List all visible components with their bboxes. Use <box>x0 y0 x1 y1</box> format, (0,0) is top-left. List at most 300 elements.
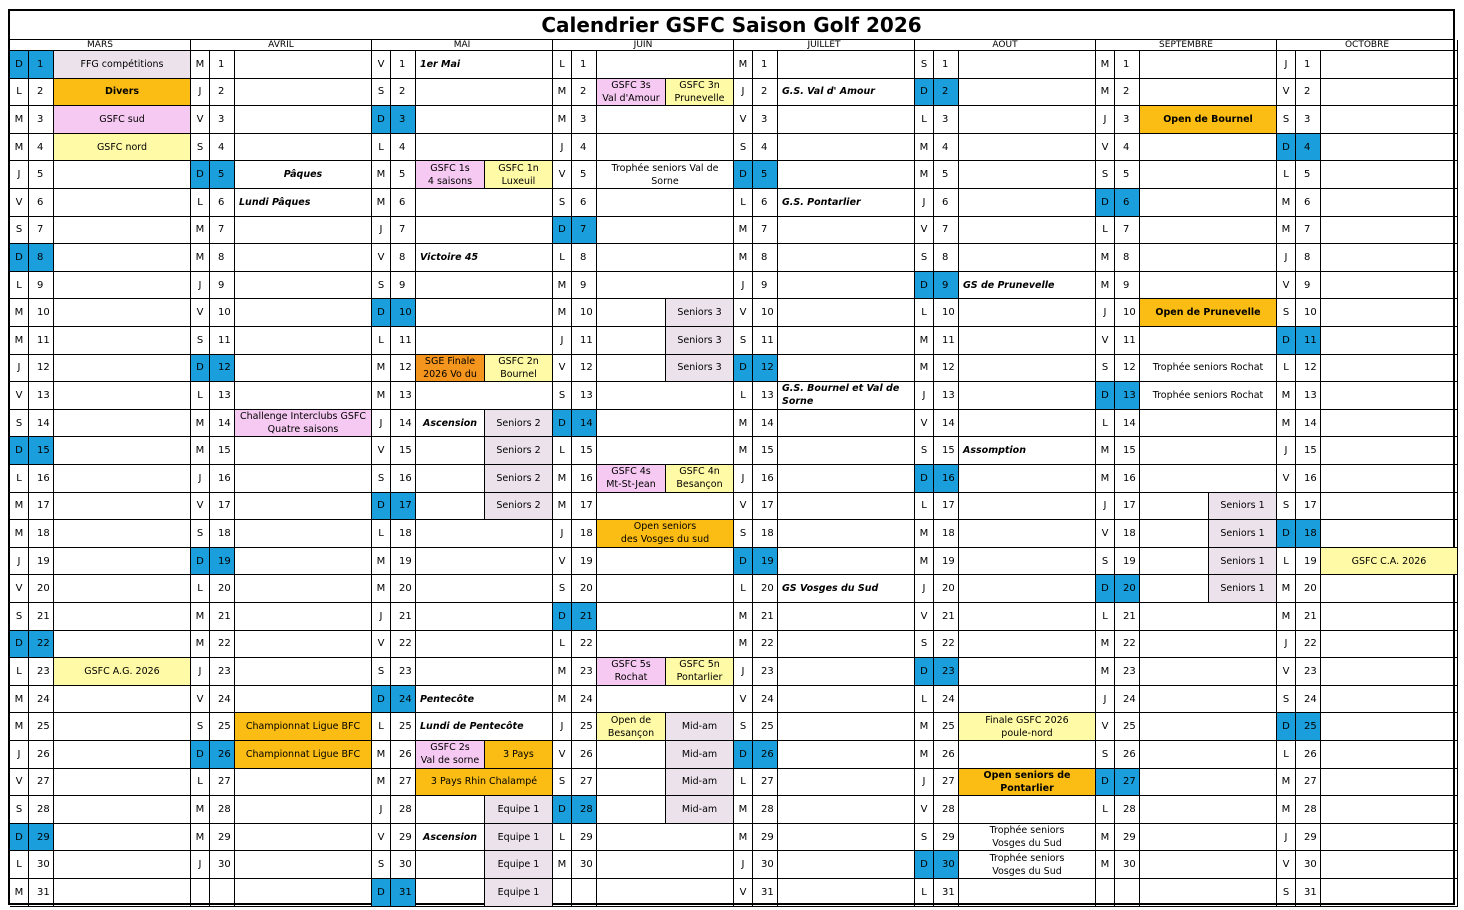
event-cell: Lundi de Pentecôte <box>416 713 553 741</box>
empty-event-cell <box>54 493 191 521</box>
weekday-cell: S <box>10 603 29 631</box>
weekday-cell: M <box>915 327 934 355</box>
weekday-cell: M <box>10 493 29 521</box>
event-cell: Finale GSFC 2026 poule-nord <box>959 713 1096 741</box>
weekday-cell: S <box>1277 879 1296 907</box>
weekday-cell: D <box>1277 327 1296 355</box>
empty-event-cell <box>235 548 372 576</box>
month-header: JUILLET <box>734 40 915 51</box>
empty-event-cell <box>1140 465 1277 493</box>
weekday-cell: S <box>1096 741 1115 769</box>
day-number-cell: 12 <box>210 355 235 383</box>
weekday-cell: D <box>915 79 934 107</box>
day-number-cell: 25 <box>1296 713 1321 741</box>
weekday-cell: M <box>191 244 210 272</box>
empty-event-cell <box>959 161 1096 189</box>
empty-event-cell <box>1140 741 1277 769</box>
day-number-cell: 18 <box>753 520 778 548</box>
day-number-cell: 19 <box>1115 548 1140 576</box>
empty-event-cell <box>778 741 915 769</box>
event-cell: Pâques <box>235 161 372 189</box>
day-number-cell: 1 <box>572 51 597 79</box>
weekday-cell: M <box>734 824 753 852</box>
empty-event-cell <box>1140 575 1209 603</box>
day-number-cell: 1 <box>391 51 416 79</box>
weekday-cell: S <box>915 244 934 272</box>
weekday-cell: M <box>734 217 753 245</box>
day-number-cell: 8 <box>934 244 959 272</box>
day-number-cell: 10 <box>934 299 959 327</box>
empty-event-cell <box>1140 631 1277 659</box>
day-number-cell: 19 <box>29 548 54 576</box>
empty-event-cell <box>235 272 372 300</box>
empty-event-cell <box>959 410 1096 438</box>
weekday-cell: V <box>1277 272 1296 300</box>
event-cell: Lundi Pâques <box>235 189 372 217</box>
day-number-cell: 12 <box>391 355 416 383</box>
empty-event-cell <box>54 741 191 769</box>
day-number-cell: 5 <box>1296 161 1321 189</box>
day-number-cell: 27 <box>753 769 778 797</box>
weekday-cell: D <box>10 51 29 79</box>
weekday-cell: J <box>372 796 391 824</box>
day-number-cell: 27 <box>572 769 597 797</box>
day-number-cell: 6 <box>1115 189 1140 217</box>
day-number-cell: 7 <box>1296 217 1321 245</box>
weekday-cell: M <box>372 355 391 383</box>
day-number-cell: 9 <box>29 272 54 300</box>
empty-event-cell <box>959 299 1096 327</box>
day-number-cell: 13 <box>1115 382 1140 410</box>
empty-event-cell <box>1140 493 1209 521</box>
weekday-cell: M <box>915 520 934 548</box>
day-number-cell: 24 <box>29 686 54 714</box>
day-number-cell: 28 <box>1296 796 1321 824</box>
weekday-cell: S <box>734 713 753 741</box>
empty-event-cell <box>54 355 191 383</box>
empty-event-cell <box>416 465 485 493</box>
day-number-cell: 17 <box>1115 493 1140 521</box>
event-cell: G.S. Bournel et Val de Sorne <box>778 382 915 410</box>
day-number-cell: 27 <box>1115 769 1140 797</box>
weekday-cell: V <box>1277 465 1296 493</box>
day-number-cell: 25 <box>1115 713 1140 741</box>
weekday-cell: M <box>1277 769 1296 797</box>
empty-event-cell <box>597 327 666 355</box>
empty-event-cell <box>235 520 372 548</box>
event-cell: GSFC 3n Prunevelle <box>666 79 734 107</box>
empty-event-cell <box>1321 824 1458 852</box>
empty-event-cell <box>597 741 666 769</box>
empty-event-cell <box>54 382 191 410</box>
weekday-cell: L <box>191 575 210 603</box>
weekday-cell: V <box>191 106 210 134</box>
day-number-cell: 7 <box>934 217 959 245</box>
empty-event-cell <box>1140 217 1277 245</box>
empty-event-cell <box>235 631 372 659</box>
weekday-cell: M <box>1096 51 1115 79</box>
month-header: MARS <box>10 40 191 51</box>
empty-event-cell <box>1140 244 1277 272</box>
weekday-cell: M <box>1277 410 1296 438</box>
day-number-cell: 17 <box>210 493 235 521</box>
weekday-cell: J <box>1277 244 1296 272</box>
weekday-cell: M <box>1096 437 1115 465</box>
event-cell: FFG compétitions <box>54 51 191 79</box>
empty-event-cell <box>959 217 1096 245</box>
weekday-cell: J <box>372 410 391 438</box>
month-header: JUIN <box>553 40 734 51</box>
weekday-cell: J <box>553 134 572 162</box>
day-number-cell: 14 <box>934 410 959 438</box>
empty-event-cell <box>54 299 191 327</box>
weekday-cell: J <box>10 741 29 769</box>
weekday-cell: V <box>1277 79 1296 107</box>
weekday-cell: M <box>191 437 210 465</box>
day-number-cell: 8 <box>1115 244 1140 272</box>
month-header: MAI <box>372 40 553 51</box>
weekday-cell: L <box>10 658 29 686</box>
weekday-cell: D <box>1096 382 1115 410</box>
day-number-cell: 29 <box>934 824 959 852</box>
weekday-cell: J <box>553 520 572 548</box>
weekday-cell: L <box>10 79 29 107</box>
event-cell: 3 Pays Rhin Chalampé <box>416 769 553 797</box>
empty-event-cell <box>1321 272 1458 300</box>
weekday-cell: D <box>553 410 572 438</box>
empty-event-cell <box>235 769 372 797</box>
day-number-cell: 26 <box>391 741 416 769</box>
weekday-cell: V <box>372 631 391 659</box>
empty-event-cell <box>54 713 191 741</box>
empty-event-cell <box>778 548 915 576</box>
month-header: AOUT <box>915 40 1096 51</box>
weekday-cell: L <box>1277 161 1296 189</box>
day-number-cell: 15 <box>210 437 235 465</box>
empty-event-cell <box>235 51 372 79</box>
empty-event-cell <box>1321 382 1458 410</box>
weekday-cell: L <box>1277 741 1296 769</box>
empty-event-cell <box>1321 631 1458 659</box>
empty-event-cell <box>778 437 915 465</box>
empty-event-cell <box>54 161 191 189</box>
day-number-cell: 17 <box>391 493 416 521</box>
weekday-cell: S <box>1096 161 1115 189</box>
event-cell: Divers <box>54 79 191 107</box>
day-number-cell: 5 <box>1115 161 1140 189</box>
empty-event-cell <box>1321 879 1458 907</box>
empty-event-cell <box>235 493 372 521</box>
day-number-cell: 23 <box>29 658 54 686</box>
day-number-cell: 10 <box>1115 299 1140 327</box>
empty-event-cell <box>597 355 666 383</box>
weekday-cell: M <box>734 51 753 79</box>
day-number-cell: 28 <box>1115 796 1140 824</box>
empty-event-cell <box>416 548 553 576</box>
empty-event-cell <box>416 134 553 162</box>
day-number-cell: 17 <box>572 493 597 521</box>
day-number-cell: 12 <box>753 355 778 383</box>
empty-event-cell <box>235 603 372 631</box>
day-number-cell: 3 <box>753 106 778 134</box>
day-number-cell: 25 <box>934 713 959 741</box>
weekday-cell: M <box>372 161 391 189</box>
day-number-cell: 22 <box>29 631 54 659</box>
weekday-cell: D <box>10 437 29 465</box>
day-number-cell: 9 <box>210 272 235 300</box>
weekday-cell: J <box>734 465 753 493</box>
day-number-cell: 24 <box>1296 686 1321 714</box>
day-number-cell: 1 <box>29 51 54 79</box>
empty-event-cell <box>959 244 1096 272</box>
day-number-cell: 11 <box>210 327 235 355</box>
weekday-cell: M <box>553 299 572 327</box>
weekday-cell: M <box>372 769 391 797</box>
day-number-cell: 27 <box>29 769 54 797</box>
event-cell: Open de Bournel <box>1140 106 1277 134</box>
weekday-cell: J <box>191 272 210 300</box>
day-number-cell: 6 <box>572 189 597 217</box>
day-number-cell: 21 <box>1296 603 1321 631</box>
empty-event-cell <box>597 106 734 134</box>
weekday-cell: J <box>1277 51 1296 79</box>
empty-event-cell <box>1321 327 1458 355</box>
weekday-cell: M <box>191 410 210 438</box>
weekday-cell: L <box>191 382 210 410</box>
day-number-cell: 5 <box>572 161 597 189</box>
weekday-cell: S <box>553 769 572 797</box>
empty-event-cell <box>1140 327 1277 355</box>
event-cell: GSFC 5s Rochat <box>597 658 666 686</box>
empty-event-cell <box>959 465 1096 493</box>
day-number-cell: 13 <box>1296 382 1321 410</box>
weekday-cell: V <box>1096 520 1115 548</box>
event-cell: Pentecôte <box>416 686 553 714</box>
day-number-cell: 6 <box>753 189 778 217</box>
day-number-cell: 16 <box>391 465 416 493</box>
day-number-cell: 11 <box>1296 327 1321 355</box>
empty-event-cell <box>597 382 734 410</box>
day-number-cell: 10 <box>29 299 54 327</box>
weekday-cell: L <box>915 879 934 907</box>
weekday-cell: V <box>10 769 29 797</box>
day-number-cell: 11 <box>934 327 959 355</box>
empty-event-cell <box>1321 769 1458 797</box>
empty-event-cell <box>1140 51 1277 79</box>
day-number-cell: 16 <box>753 465 778 493</box>
event-cell: GSFC 4n Besançon <box>666 465 734 493</box>
weekday-cell: M <box>1096 631 1115 659</box>
day-number-cell: 15 <box>391 437 416 465</box>
weekday-cell: S <box>191 134 210 162</box>
day-number-cell: 24 <box>391 686 416 714</box>
weekday-cell: L <box>191 189 210 217</box>
event-cell: Mid-am <box>666 713 734 741</box>
day-number-cell: 4 <box>1115 134 1140 162</box>
empty-event-cell <box>778 217 915 245</box>
day-number-cell: 18 <box>210 520 235 548</box>
empty-event-cell <box>1140 796 1277 824</box>
empty-event-cell <box>1321 713 1458 741</box>
day-number-cell: 28 <box>753 796 778 824</box>
empty-event-cell <box>54 327 191 355</box>
day-number-cell: 23 <box>1115 658 1140 686</box>
weekday-cell: S <box>1277 686 1296 714</box>
empty-event-cell <box>1321 134 1458 162</box>
day-number-cell: 3 <box>934 106 959 134</box>
weekday-cell: S <box>372 272 391 300</box>
day-number-cell: 9 <box>934 272 959 300</box>
weekday-cell: V <box>915 603 934 631</box>
empty-event-cell <box>597 299 666 327</box>
event-cell: Seniors 3 <box>666 355 734 383</box>
day-number-cell: 25 <box>210 713 235 741</box>
weekday-cell: S <box>372 851 391 879</box>
weekday-cell: M <box>10 106 29 134</box>
event-cell: GSFC 3s Val d'Amour <box>597 79 666 107</box>
day-number-cell: 21 <box>753 603 778 631</box>
empty-event-cell <box>597 769 666 797</box>
day-number-cell: 24 <box>572 686 597 714</box>
empty-event-cell <box>235 575 372 603</box>
day-number-cell: 2 <box>572 79 597 107</box>
day-number-cell: 2 <box>210 79 235 107</box>
day-number-cell: 23 <box>210 658 235 686</box>
weekday-cell: L <box>734 189 753 217</box>
weekday-cell: D <box>10 631 29 659</box>
day-number-cell: 27 <box>934 769 959 797</box>
day-number-cell: 7 <box>1115 217 1140 245</box>
day-number-cell: 20 <box>210 575 235 603</box>
empty-event-cell <box>1140 851 1277 879</box>
weekday-cell: J <box>1096 299 1115 327</box>
weekday-cell: M <box>191 796 210 824</box>
empty-event-cell <box>597 548 734 576</box>
day-number-cell: 6 <box>934 189 959 217</box>
weekday-cell: M <box>734 244 753 272</box>
weekday-cell: S <box>10 410 29 438</box>
day-number-cell: 11 <box>753 327 778 355</box>
weekday-cell: M <box>372 189 391 217</box>
weekday-cell: M <box>1096 658 1115 686</box>
empty-event-cell <box>1321 161 1458 189</box>
day-number-cell: 19 <box>1296 548 1321 576</box>
day-number-cell: 13 <box>572 382 597 410</box>
weekday-cell: S <box>10 217 29 245</box>
day-number-cell: 30 <box>1115 851 1140 879</box>
empty-event-cell <box>54 796 191 824</box>
weekday-cell: V <box>734 686 753 714</box>
empty-event-cell <box>778 272 915 300</box>
empty-event-cell <box>597 631 734 659</box>
day-number-cell: 30 <box>391 851 416 879</box>
day-number-cell: 25 <box>29 713 54 741</box>
weekday-cell: D <box>553 603 572 631</box>
day-number-cell: 27 <box>391 769 416 797</box>
day-number-cell: 4 <box>391 134 416 162</box>
event-cell: Championnat Ligue BFC <box>235 713 372 741</box>
weekday-cell: M <box>372 741 391 769</box>
event-cell: Equipe 1 <box>485 879 553 907</box>
empty-event-cell <box>416 603 553 631</box>
weekday-cell: J <box>1096 106 1115 134</box>
day-number-cell: 10 <box>1296 299 1321 327</box>
weekday-cell: V <box>1096 327 1115 355</box>
day-number-cell: 5 <box>29 161 54 189</box>
day-number-cell: 8 <box>753 244 778 272</box>
empty-event-cell <box>959 327 1096 355</box>
empty-event-cell <box>959 493 1096 521</box>
weekday-cell: D <box>372 299 391 327</box>
weekday-cell: V <box>734 879 753 907</box>
empty-event-cell <box>416 493 485 521</box>
empty-event-cell <box>959 382 1096 410</box>
event-cell: Mid-am <box>666 769 734 797</box>
event-cell: Ascension <box>416 824 485 852</box>
weekday-cell: V <box>553 161 572 189</box>
day-number-cell: 30 <box>1296 851 1321 879</box>
day-number-cell: 2 <box>1115 79 1140 107</box>
empty-event-cell <box>778 244 915 272</box>
empty-event-cell <box>235 824 372 852</box>
weekday-cell: D <box>915 272 934 300</box>
day-number-cell: 2 <box>934 79 959 107</box>
day-number-cell: 30 <box>934 851 959 879</box>
empty-event-cell <box>54 272 191 300</box>
empty-event-cell <box>1321 106 1458 134</box>
day-number-cell: 27 <box>210 769 235 797</box>
weekday-cell: J <box>191 465 210 493</box>
event-cell: Trophée seniors Val de Sorne <box>597 161 734 189</box>
day-number-cell: 28 <box>934 796 959 824</box>
weekday-cell: L <box>10 272 29 300</box>
day-number-cell: 13 <box>210 382 235 410</box>
day-number-cell: 21 <box>934 603 959 631</box>
weekday-cell: V <box>915 410 934 438</box>
event-cell: GSFC 2n Bournel <box>485 355 553 383</box>
weekday-cell: M <box>10 134 29 162</box>
empty-event-cell <box>1321 437 1458 465</box>
weekday-cell: V <box>372 437 391 465</box>
weekday-cell: J <box>372 217 391 245</box>
empty-event-cell <box>54 217 191 245</box>
weekday-cell: L <box>372 520 391 548</box>
weekday-cell: D <box>915 658 934 686</box>
empty-event-cell <box>54 548 191 576</box>
empty-event-cell <box>1321 51 1458 79</box>
weekday-cell: L <box>734 382 753 410</box>
empty-event-cell <box>959 796 1096 824</box>
day-number-cell: 30 <box>753 851 778 879</box>
event-cell: Assomption <box>959 437 1096 465</box>
day-number-cell: 13 <box>391 382 416 410</box>
weekday-cell: J <box>10 161 29 189</box>
day-number-cell: 26 <box>29 741 54 769</box>
day-number-cell: 22 <box>753 631 778 659</box>
weekday-cell: V <box>915 217 934 245</box>
empty-event-cell <box>416 437 485 465</box>
weekday-cell: M <box>915 134 934 162</box>
day-number-cell: 16 <box>1115 465 1140 493</box>
day-number-cell: 9 <box>753 272 778 300</box>
empty-event-cell <box>778 327 915 355</box>
empty-event-cell <box>235 106 372 134</box>
empty-event-cell <box>778 51 915 79</box>
weekday-cell: S <box>372 658 391 686</box>
day-number-cell: 21 <box>572 603 597 631</box>
day-number-cell: 22 <box>1296 631 1321 659</box>
day-number-cell: 10 <box>753 299 778 327</box>
